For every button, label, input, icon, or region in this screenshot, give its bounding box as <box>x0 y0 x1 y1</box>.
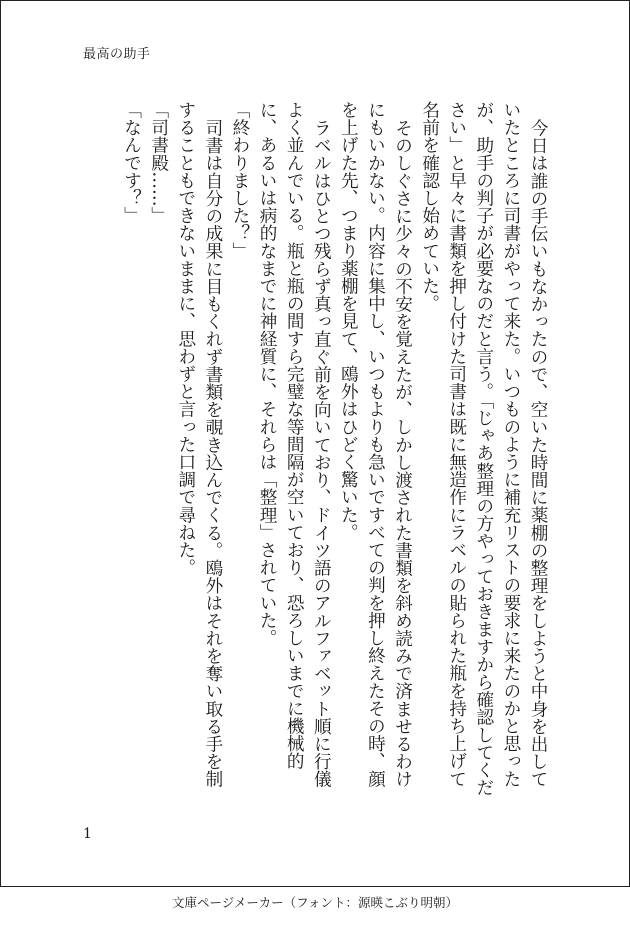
dialogue-line: 「なんです？」 <box>121 101 142 225</box>
paragraph: 司書は自分の成果に目もくれず書類を覗き込んでくる。鴎外はそれを奪い取る手を制することもできないままに、思わずと言った口調で尋ねた。 <box>175 101 223 788</box>
running-title: 最高の助手 <box>83 47 151 62</box>
dialogue-line: 「司書殿……」 <box>148 101 169 225</box>
paragraph: 今日は誰の手伝いもなかったので、空いた時間に薬棚の整理をしようと中身を出していたところに司書がやって来た。いつものように補充リストの要求に来たのかと思ったが、助手の判子が必要なのだと言う。「じゃあ整理の方やっておきますから確認してください」と早々に書類を押し付けた司書は既に無造作にラベルの貼られた瓶を持ち上げて名前を確認し始めていた。 <box>419 101 548 797</box>
footer-caption: 文庫ページメーカー（フォント：源暎こぶり明朝） <box>171 895 458 910</box>
body-text <box>71 101 551 801</box>
paragraph: そのしぐさに少々の不安を覚えたが、しかし渡された書類を斜め読みで済ませるわけにもいかない。内容に集中し、いつもよりも急いですべての判を押し終えたその時、顔を上げた先、つまり薬棚を見て、鴎外はひどく驚いた。 <box>338 101 413 788</box>
page-number: 1 <box>83 826 92 842</box>
paragraph: ラベルはひとつ残らず真っ直ぐ前を向いており、ドイツ語のアルファベット順に行儀よく並んでいる。瓶と瓶の間すら完璧な等間隔が空いており、恐ろしいまでに機械的に、あるいは病的なまでに神経質に、それらは「整理」されていた。 <box>257 101 332 788</box>
dialogue-line: 「終わりました？」 <box>229 101 250 260</box>
